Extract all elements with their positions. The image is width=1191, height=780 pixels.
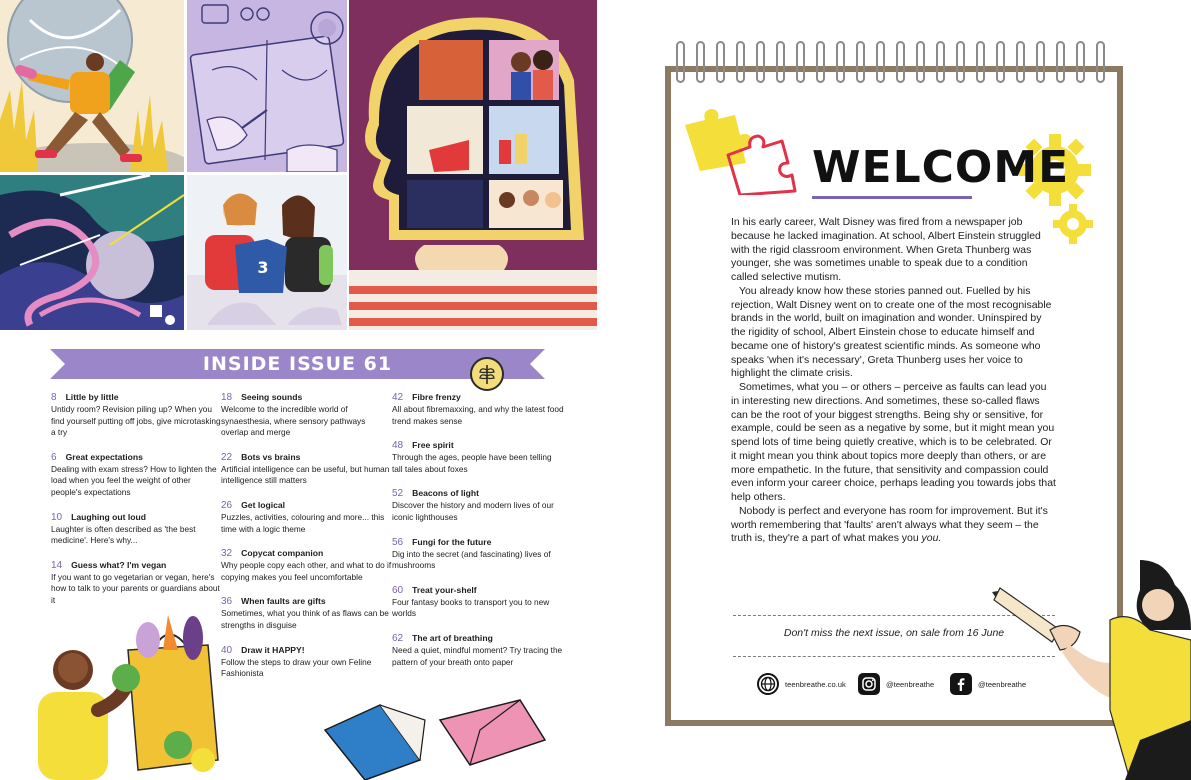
contents-entry[interactable] [392, 440, 564, 475]
leaf-badge [470, 357, 504, 391]
entry-description: Four fantasy books to transport you to new worlds [392, 596, 550, 619]
entry-title: Draw it HAPPY! [241, 644, 305, 655]
entry-page-number: 14 [51, 559, 63, 571]
entry-page-number: 48 [392, 440, 404, 452]
entry-description: Sometimes, what you think of as flaws can be strengths in disguise [221, 608, 389, 630]
contents-entry[interactable] [51, 512, 223, 547]
website-link[interactable]: teenbreathe.co.uk [785, 679, 846, 689]
entry-title: Great expectations [65, 451, 143, 462]
illustration-head-scenes [349, 0, 597, 330]
entry-title: Seeing sounds [241, 392, 303, 402]
entry-page-number: 60 [392, 584, 404, 596]
illustration-shopping-girl [28, 610, 228, 780]
contents-entry[interactable] [51, 452, 223, 499]
contents-entry[interactable] [221, 392, 393, 439]
welcome-title: WELCOME [812, 142, 1070, 193]
entry-description: Why people copy each other, and what to do if copying makes you feel uncomfortable [221, 560, 392, 582]
entry-title: Fibre frenzy [412, 392, 461, 402]
entry-page-number: 6 [51, 451, 57, 463]
illustration-drawing-desk [187, 0, 347, 172]
contents-title: INSIDE ISSUE 61 [202, 353, 393, 375]
welcome-paragraph: In his early career, Walt Disney was fired from a newspaper job because he lacked imagination. At school, Albert Einstein struggled with the rigid classroom environment. When Greta Thunberg was younger, she was sometimes unable to speak due to a condition called selective mutism. [731, 217, 1041, 283]
contents-column-1 [51, 392, 223, 620]
entry-title: Beacons of light [412, 488, 479, 499]
entry-page-number: 18 [221, 392, 233, 403]
entry-title: Bots vs brains [241, 451, 301, 462]
contents-entry[interactable] [221, 548, 393, 583]
illustration-books [320, 690, 550, 780]
entry-description: Through the ages, people have been telling tall tales about foxes [392, 452, 552, 474]
entry-description: Need a quiet, mindful moment? Try tracing the pattern of your breath onto paper [392, 644, 563, 667]
entry-description: All about fibremaxxing, and why the latest food trend makes sense [392, 404, 564, 426]
entry-description: If you want to go vegetarian or vegan, here's how to talk to your parents or guardians about it [51, 571, 220, 605]
entry-description: Untidy room? Revision piling up? When you find yourself putting off jobs, give microtasking a try [51, 404, 221, 438]
entry-page-number: 26 [221, 499, 233, 511]
facebook-handle[interactable]: @teenbreathe [978, 679, 1027, 689]
entry-page-number: 62 [392, 632, 404, 644]
entry-title: Free spirit [412, 440, 454, 451]
contents-entry[interactable] [392, 392, 564, 427]
social-instagram[interactable] [858, 673, 934, 695]
welcome-paragraph-last-text: Nobody is perfect and everyone has room for improvement. But it's worth remembering that 'faults' aren't always what they seem – the truth is, they're a part of what makes you [731, 505, 1048, 545]
contents-entry[interactable] [221, 596, 393, 631]
entry-page-number: 32 [221, 548, 233, 560]
instagram-icon [858, 673, 880, 695]
instagram-handle[interactable]: @teenbreathe [886, 679, 935, 689]
facebook-icon [950, 673, 972, 695]
entry-page-number: 36 [221, 596, 233, 608]
entry-title: The art of breathing [412, 632, 493, 643]
welcome-paragraph-emphasis: you. [921, 533, 942, 545]
pencil-icon [992, 588, 1060, 642]
welcome-paragraph: You already know how these stories panned out. Fuelled by his rejection, Walt Disney went on to create one of the most recognisable brands in the world, built on imagination and wonder. Uninspired by the rigidity of school, Albert Einstein chose to educate himself and became one of history's greatest scientific minds. As someone who speaks 'when it's necessary', Greta Thunberg uses her voice to highlight the climate crisis. [731, 285, 1052, 380]
welcome-body [731, 216, 1057, 546]
entry-page-number: 10 [51, 511, 63, 523]
entry-page-number: 22 [221, 451, 233, 463]
entry-description: Dig into the secret (and fascinating) lives of mushrooms [392, 548, 551, 571]
entry-description: Welcome to the incredible world of synaesthesia, where sensory pathways overlap and merge [221, 404, 366, 438]
contents-entry[interactable] [392, 488, 564, 523]
entry-title: Get logical [241, 499, 286, 510]
notepad-spiral-rings [673, 38, 1113, 86]
illustration-friends-jersey [187, 175, 347, 330]
contents-entry[interactable] [51, 392, 223, 439]
entry-title: Fungi for the future [412, 536, 492, 547]
entry-title: Little by little [65, 392, 119, 402]
entry-description: Laughter is often described as 'the best medicine'. Here's why... [51, 523, 196, 546]
entry-page-number: 56 [392, 536, 404, 548]
welcome-paragraph: Sometimes, what you – or others – perceive as faults can lead you in interesting new directions. And sometimes, these so-called flaws can be the root of your biggest strengths. Being shy or sensitive, for example, could be seen as a negative by some, but it might mean you spend lots of time being quietly creative, which is to be celebrated. Or it might mean you think about topics more deeply than others, or are more empathetic. In the future, that sensitivity and compassion could even inform your career choice, perhaps leading you towards jobs that help others. [731, 382, 1056, 503]
illustration-dancer [0, 0, 184, 172]
welcome-underline [812, 196, 972, 199]
social-website[interactable] [757, 673, 846, 695]
welcome-paragraph-last [731, 505, 1057, 546]
entry-page-number: 42 [392, 392, 404, 403]
contents-entry[interactable] [392, 633, 564, 668]
illustration-abstract [0, 175, 184, 330]
entry-page-number: 52 [392, 488, 404, 500]
puzzle-piece-icon [680, 105, 800, 195]
entry-description: Puzzles, activities, colouring and more... this time with a logic theme [221, 511, 385, 534]
illustration-girl-pencil [990, 560, 1191, 780]
entry-page-number: 8 [51, 392, 57, 403]
jersey-number: 3 [257, 258, 269, 277]
globe-icon [757, 673, 779, 695]
entry-title: When faults are gifts [241, 596, 326, 607]
entry-title: Laughing out loud [71, 511, 147, 522]
contents-entry[interactable] [51, 560, 223, 607]
entry-title: Treat your-shelf [412, 584, 477, 595]
entry-title: Copycat companion [241, 548, 324, 559]
contents-column-3 [392, 392, 564, 681]
illustration-collage [0, 0, 600, 330]
entry-description: Discover the history and modern lives of our iconic lighthouses [392, 500, 554, 522]
entry-description: Follow the steps to draw your own Feline Fashionista [221, 656, 372, 679]
contents-entry[interactable] [392, 585, 564, 620]
contents-entry[interactable] [221, 645, 393, 680]
contents-entry[interactable] [221, 500, 393, 535]
leaf-icon [472, 359, 502, 389]
entry-title: Guess what? I'm vegan [71, 559, 167, 570]
entry-description: Artificial intelligence can be useful, but human intelligence still matters [221, 463, 390, 486]
contents-entry[interactable] [221, 452, 393, 487]
entry-page-number: 40 [221, 644, 233, 656]
entry-description: Dealing with exam stress? How to lighten the load when you feel the weight of other people's expectations [51, 463, 217, 497]
contents-column-2 [221, 392, 393, 693]
next-issue-note: Don't miss the next issue, on sale from 16 June [783, 627, 1005, 639]
contents-entry[interactable] [392, 537, 564, 572]
